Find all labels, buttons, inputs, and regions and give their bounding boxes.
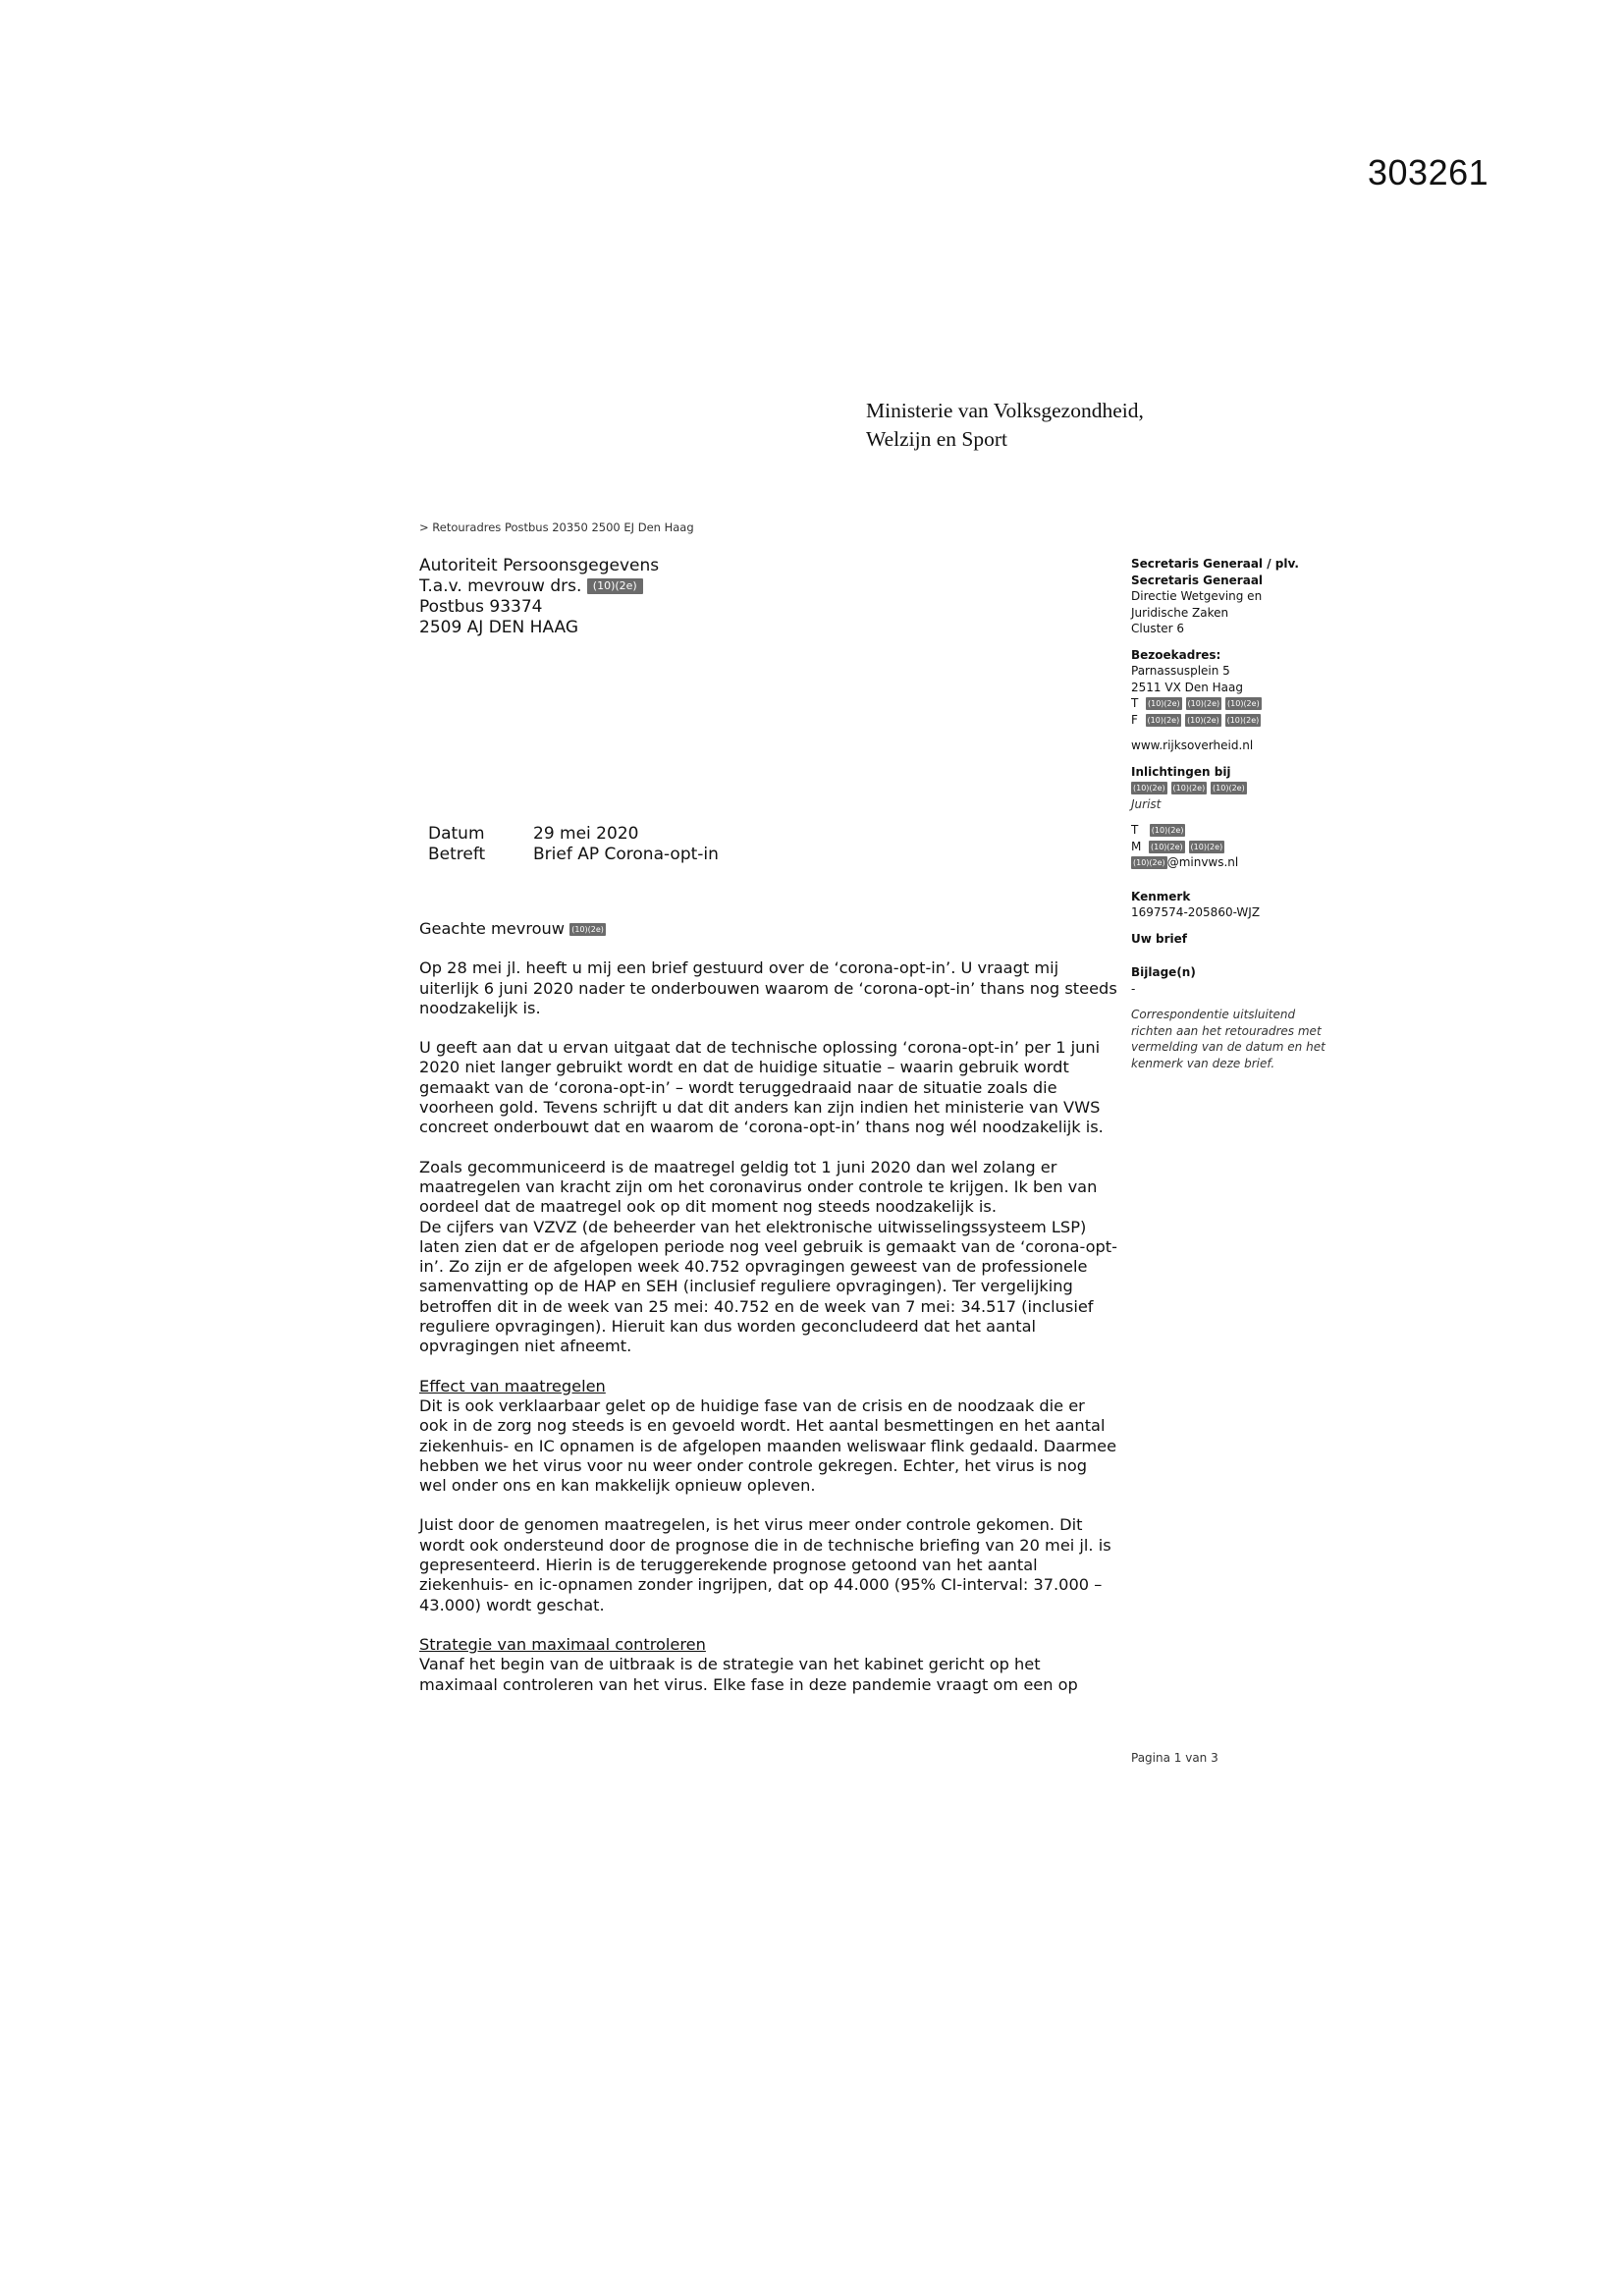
ministry-line-1: Ministerie van Volksgezondheid,	[866, 399, 1144, 422]
addressee-block	[419, 556, 659, 638]
addressee-line-4: 2509 AJ DEN HAAG	[419, 618, 579, 637]
attachments-value: -	[1131, 981, 1136, 996]
date-label: Datum	[428, 824, 485, 844]
ministry-line-2: Welzijn en Sport	[866, 427, 1007, 451]
info-mobile-row	[1131, 839, 1327, 855]
info-phone-row	[1131, 822, 1327, 839]
paragraph-3a: Zoals gecommuniceerd is de maatregel geldig tot 1 juni 2020 dan wel zolang er maatregelen van kracht zijn om het coronavirus onder controle te krijgen. Ik ben van oordeel dat de maatregel ook op dit moment nog steeds noodzakelijk is.	[419, 1157, 1098, 1217]
correspondence-note: Correspondentie uitsluitend richten aan het retouradres met vermelding van de datum en het kenmerk van deze brief.	[1131, 1008, 1325, 1070]
redaction-box: (10)(2e)	[1147, 699, 1180, 708]
subject-value: Brief AP Corona-opt-in	[533, 845, 719, 864]
ministry-logo-text	[866, 397, 1144, 454]
paragraph-5: Juist door de genomen maatregelen, is het virus meer onder controle gekomen. Dit wordt ook ondersteund door de prognose die in de technische briefing van 20 mei jl. is gepresenteerd. Hierin is de teruggerekende prognose getoond van het aantal ziekenhuis- en ic-opnamen zonder ingrijpen, dat op 44.000 (95% CI-interval: 37.000 –43.000) wordt geschat.	[419, 1515, 1111, 1614]
paragraph-1: Op 28 mei jl. heeft u mij een brief gestuurd over de ‘corona-opt-in’. U vraagt mij uiterlijk 6 juni 2020 nader te onderbouwen waarom de ‘corona-opt-in’ thans nog steeds noodzakelijk is.	[419, 958, 1117, 1017]
dept-line-1: Secretaris Generaal / plv.	[1131, 557, 1299, 571]
reference-label: Kenmerk	[1131, 889, 1191, 903]
reference-value: 1697574-205860-WJZ	[1131, 905, 1261, 919]
letter-body	[419, 919, 1118, 1695]
email-suffix: @minvws.nl	[1166, 855, 1239, 869]
redaction-box: (10)(2e)	[1133, 858, 1165, 867]
role: Jurist	[1131, 796, 1162, 811]
phone-row	[1131, 695, 1327, 712]
redaction-box: (10)(2e)	[1213, 784, 1245, 793]
addressee-line-3: Postbus 93374	[419, 597, 543, 617]
heading-strategy: Strategie van maximaal controleren	[419, 1634, 706, 1654]
date-value: 29 mei 2020	[533, 824, 639, 844]
paragraph-4: Dit is ook verklaarbaar gelet op de huidige fase van de crisis en de noodzaak die er ook in de zorg nog steeds is en gevoeld wordt. Het aantal besmettingen en het aantal ziekenhuis- en IC opnamen is de afgelopen maanden weliswaar flink gedaald. Daarmee hebben we het virus voor nu weer onder controle gekregen. Echter, het virus is nog wel onder ons en kan makkelijk opnieuw opleven.	[419, 1395, 1117, 1496]
redaction-box: (10)(2e)	[571, 925, 604, 934]
redaction-box: (10)(2e)	[1172, 784, 1206, 793]
addressee-line-2-prefix: T.a.v. mevrouw drs.	[419, 576, 582, 596]
redaction-box: (10)(2e)	[1227, 699, 1260, 708]
visit-line-1: Parnassusplein 5	[1131, 664, 1230, 678]
attachments-label: Bijlage(n)	[1131, 965, 1196, 979]
phone-label: T	[1131, 696, 1139, 710]
dept-line-4: Juridische Zaken	[1131, 605, 1229, 620]
info-name-row	[1131, 780, 1327, 796]
paragraph-6: Vanaf het begin van de uitbraak is de strategie van het kabinet gericht op het maximaal controleren van het virus. Elke fase in deze pandemie vraagt om een op	[419, 1655, 1078, 1694]
salutation	[419, 919, 1118, 939]
page-number: Pagina 1 van 3	[1131, 1751, 1218, 1765]
dept-line-5: Cluster 6	[1131, 622, 1185, 635]
visit-label: Bezoekadres:	[1131, 647, 1221, 662]
info-label: Inlichtingen bij	[1131, 764, 1231, 779]
fax-label: F	[1131, 712, 1138, 727]
subject-row	[428, 845, 719, 865]
website: www.rijksoverheid.nl	[1131, 738, 1254, 752]
redaction-box: (10)(2e)	[1226, 715, 1260, 725]
info-phone-label: T	[1131, 823, 1139, 837]
redaction-box: (10)(2e)	[1147, 715, 1180, 725]
paragraph-3b: De cijfers van VZVZ (de beheerder van het elektronische uitwisselingssysteem LSP) laten zien dat er de afgelopen periode nog veel gebruik is gemaakt van de ‘corona-opt-in’. Zo zijn er de afgelopen week 40.752 opvragingen geweest van de professionele samenvatting op de HAP en SEH (inclusief reguliere opvragingen). Ter vergelijking betroffen dit in de week van 25 mei: 40.752 en de week van 7 mei: 34.517 (inclusief reguliere opvragingen). Hieruit kan dus worden geconcludeerd dat het aantal opvragingen niet afneemt.	[419, 1217, 1117, 1356]
redaction-box: (10)(2e)	[587, 578, 643, 594]
dept-line-3: Directie Wetgeving en	[1131, 589, 1263, 603]
addressee-line-1: Autoriteit Persoonsgegevens	[419, 556, 660, 575]
document-number: 303261	[1368, 152, 1489, 192]
sidebar-colophon	[1131, 556, 1327, 1071]
your-letter-label: Uw brief	[1131, 931, 1187, 946]
dept-line-2: Secretaris Generaal	[1131, 573, 1264, 587]
addressee-line-2	[419, 576, 659, 597]
redaction-box: (10)(2e)	[1187, 715, 1219, 725]
salutation-text: Geachte mevrouw	[419, 919, 566, 938]
redaction-box: (10)(2e)	[1133, 784, 1165, 793]
return-address: > Retouradres Postbus 20350 2500 EJ Den Haag	[419, 520, 694, 534]
redaction-box: (10)(2e)	[1190, 842, 1223, 851]
info-email-row	[1131, 854, 1327, 871]
subject-label: Betreft	[428, 845, 486, 864]
redaction-box: (10)(2e)	[1151, 842, 1183, 851]
redaction-box: (10)(2e)	[1151, 826, 1184, 835]
mobile-label: M	[1131, 839, 1142, 853]
visit-line-2: 2511 VX Den Haag	[1131, 680, 1243, 694]
letter-meta	[428, 824, 719, 865]
heading-effect: Effect van maatregelen	[419, 1376, 606, 1395]
redaction-box: (10)(2e)	[1187, 699, 1220, 708]
fax-row	[1131, 712, 1327, 729]
date-row	[428, 824, 719, 845]
paragraph-2: U geeft aan dat u ervan uitgaat dat de technische oplossing ‘corona-opt-in’ per 1 juni 2020 niet langer gebruikt wordt en dat de huidige situatie – waarin gebruik wordt gemaakt van de ‘corona-opt-in’ – wordt teruggedraaid naar de situatie zoals die voorheen gold. Tevens schrijft u dat dit anders kan zijn indien het ministerie van VWS concreet onderbouwt dat en waarom de ‘corona-opt-in’ thans nog wél noodzakelijk is.	[419, 1038, 1104, 1137]
